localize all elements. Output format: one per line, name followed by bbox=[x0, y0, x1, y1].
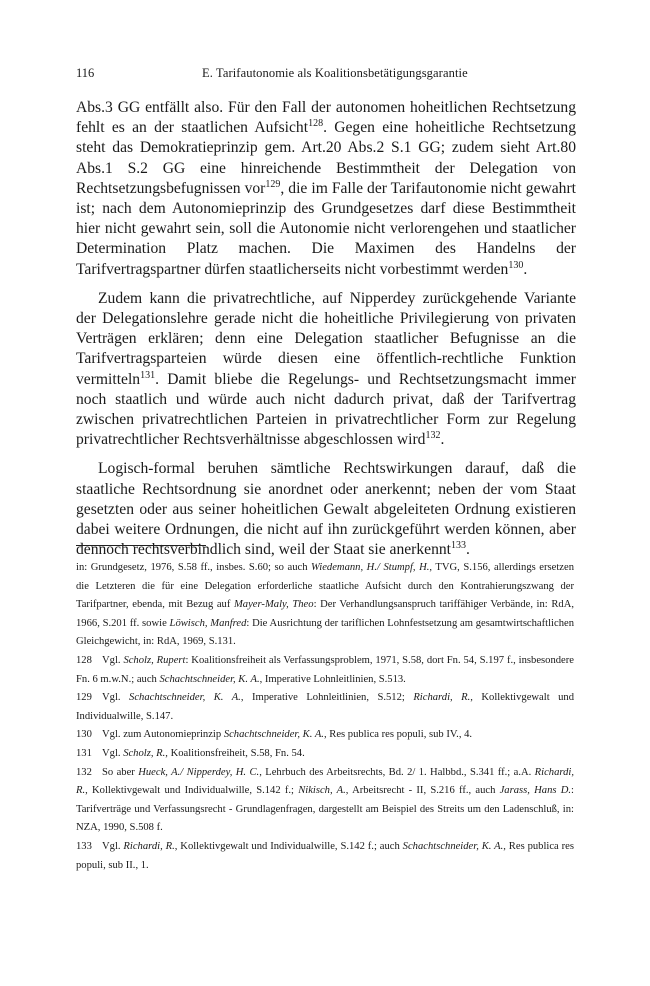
footnote-ref-128[interactable]: 128 bbox=[308, 118, 324, 130]
footnote-ref-129[interactable]: 129 bbox=[265, 178, 281, 190]
paragraph-2 bbox=[76, 289, 576, 451]
text-run: , Kollektivgewalt und Individualwille, S.147. bbox=[76, 692, 575, 722]
author-name: Schachtschneider, K. A. bbox=[402, 840, 504, 852]
footnote-number: 128 bbox=[76, 654, 92, 666]
page-header bbox=[76, 66, 574, 84]
author-name: Wiedemann, H./ Stumpf, H. bbox=[311, 562, 430, 573]
author-name: Richardi, R. bbox=[413, 692, 471, 704]
text-run: , Lehrbuch des Arbeitsrechts, Bd. 2/ 1. Halbbd., S.341 ff.; a.A. bbox=[259, 766, 535, 778]
text-run: in: Grundgesetz, 1976, S.58 ff., insbes. S.60; so auch bbox=[76, 562, 312, 573]
running-head: E. Tarifautonomie als Koalitionsbetätigungsgarantie bbox=[202, 66, 468, 80]
page-number: 116 bbox=[76, 66, 95, 80]
text-run: : Tarifverträge und Verfassungsrecht - Grundlagenfragen, dargestellt am Beispiel des Streits um den Ladenschluß, in: NZA, 1990, S.508 f. bbox=[76, 785, 574, 834]
text-run: , Kollektivgewalt und Individualwille, S.142 f.; auch bbox=[174, 840, 403, 852]
footnote-133 bbox=[76, 838, 574, 875]
footnote-131 bbox=[76, 745, 574, 764]
text-run: Abs.3 GG entfällt also. Für den Fall der autonomen hoheitlichen Rechtsetzung fehlt es an der staatlichen Aufsicht bbox=[76, 99, 576, 137]
footnote-129 bbox=[76, 689, 574, 726]
text-run: Logisch-formal beruhen sämtliche Rechtswirkungen darauf, daß die staatliche Rechtsordnung sie anordnet oder anerkennt; neben der vom Staat gesetzten oder aus seiner hoheitlichen Gewalt abgeleiteten Ordnung existieren dabei weitere Ordnungen, die nicht auf ihn zurückgeführt werden können, aber dennoch rechtsverbindlich sind, weil der Staat sie anerkennt bbox=[76, 460, 576, 559]
text-run: : Der Verhandlungsanspruch tariffähiger Verbände, in: RdA, 1966, S.201 ff. sowie bbox=[76, 599, 574, 629]
footnote-ref-133[interactable]: 133 bbox=[451, 540, 466, 552]
footnote-number: 130 bbox=[76, 729, 92, 741]
footnotes bbox=[76, 559, 574, 875]
footnote-continuation bbox=[76, 559, 574, 652]
text-run: , die im Falle der Tarifautonomie nicht gewahrt ist; nach dem Autonomieprinzip des Grundgesetzes darf diese Bestimmtheit hier nicht gewahrt sein, soll die Autonomie nicht verlorengehen und staatlicher Determination Platz machen. Die Maximen des Handelns der Tarifvertragspartner dürfen staatlicherseits nicht vorbestimmt werden bbox=[76, 179, 577, 278]
text-run: , TVG, S.156, allerdings ersetzen die Letzteren die für eine Delegation erforderliche staatliche Aufsicht durch den Kontrahierungszwang der Tarifpartner, ebenda, mit Bezug auf bbox=[76, 562, 575, 611]
footnote-132 bbox=[76, 764, 574, 838]
footnote-130 bbox=[76, 726, 574, 745]
text-run: , Kollektivgewalt und Individualwille, S.142 f.; bbox=[85, 785, 299, 797]
text-run: Vgl. zum Autonomieprinzip bbox=[102, 729, 224, 741]
footnote-ref-132[interactable]: 132 bbox=[425, 430, 441, 442]
text-run: . bbox=[523, 260, 528, 278]
footnote-ref-131[interactable]: 131 bbox=[140, 369, 156, 381]
author-name: Richardi, R. bbox=[76, 766, 574, 797]
footnote-ref-130[interactable]: 130 bbox=[508, 259, 524, 271]
text-run: Vgl. bbox=[102, 747, 124, 759]
text-run: . bbox=[440, 431, 445, 449]
text-run: , Imperative Lohnleitlinien, S.513. bbox=[259, 673, 406, 685]
text-run: . bbox=[466, 541, 470, 559]
text-run: Vgl. bbox=[102, 840, 124, 852]
footnote-128 bbox=[76, 652, 574, 689]
paragraph-1 bbox=[76, 98, 576, 280]
main-text bbox=[76, 98, 576, 569]
author-name: Mayer-Maly, Theo bbox=[233, 599, 314, 611]
footnote-number: 132 bbox=[76, 766, 92, 778]
author-name: Hueck, A./ Nipperdey, H. C. bbox=[138, 766, 260, 778]
author-name: Schachtschneider, K. A. bbox=[129, 692, 241, 704]
text-run: , Res publica res populi, sub II., 1. bbox=[76, 840, 574, 871]
text-run: , Imperative Lohnleitlinien, S.512; bbox=[240, 692, 414, 704]
author-name: Löwisch, Manfred bbox=[169, 617, 247, 629]
text-run: Vgl. bbox=[102, 654, 124, 666]
text-run: : Die Ausrichtung der tariflichen Lohnfestsetzung am gesamtwirtschaftlichen Gleichgewicht, in: RdA, 1969, S.131. bbox=[76, 617, 574, 648]
footnote-number: 133 bbox=[76, 840, 92, 852]
text-run: , Res publica res populi, sub IV., 4. bbox=[323, 729, 473, 741]
author-name: Jarass, Hans D. bbox=[499, 785, 572, 797]
author-name: Richardi, R. bbox=[123, 840, 175, 852]
author-name: Scholz, Rupert bbox=[123, 654, 186, 666]
text-run: , Koalitionsfreiheit, S.58, Fn. 54. bbox=[165, 747, 305, 759]
footnote-number: 129 bbox=[76, 692, 92, 704]
footnote-separator bbox=[76, 545, 206, 546]
author-name: Scholz, R. bbox=[123, 747, 166, 759]
text-run: . Damit bliebe die Regelungs- und Rechtsetzungsmacht immer noch staatlich und würde auch nicht dadurch privat, daß der Tarifvertrag zwischen privatrechtlichen Parteien in privatrechtlicher Form zur Regelung privatrechtlicher Rechtsverhältnisse abgeschlossen wird bbox=[76, 370, 576, 449]
author-name: Nikisch, A. bbox=[298, 785, 346, 797]
text-run: , Arbeitsrecht - II, S.216 ff., auch bbox=[345, 785, 500, 797]
text-run: Zudem kann die privatrechtliche, auf Nipperdey zurückgehende Variante der Delegationslehre gerade nicht die hoheitliche Privilegierung von privaten Verträgen erklären; denn eine Delegation staatlicher Befugnisse an die Tarifvertragsparteien würde diesen eine öffentlich-rechtliche Funktion vermitteln bbox=[76, 289, 576, 388]
author-name: Schachtschneider, K. A. bbox=[159, 673, 260, 685]
footnote-number: 131 bbox=[76, 747, 92, 759]
text-run: Vgl. bbox=[102, 692, 130, 704]
text-run: . Gegen eine hoheitliche Rechtsetzung steht das Demokratieprinzip gem. Art.20 Abs.2 S.1 GG; zudem sieht Art.80 Abs.1 S.2 GG eine hinreichende Bestimmtheit der Delegation von Rechtsetzungsbefugnissen vor bbox=[76, 119, 576, 197]
text-run: So aber bbox=[102, 766, 139, 778]
text-run: : Koalitionsfreiheit als Verfassungsproblem, 1971, S.58, dort Fn. 54, S.197 f., insbesondere Fn. 6 m.w.N.; auch bbox=[76, 654, 574, 685]
author-name: Schachtschneider, K. A. bbox=[223, 729, 324, 741]
